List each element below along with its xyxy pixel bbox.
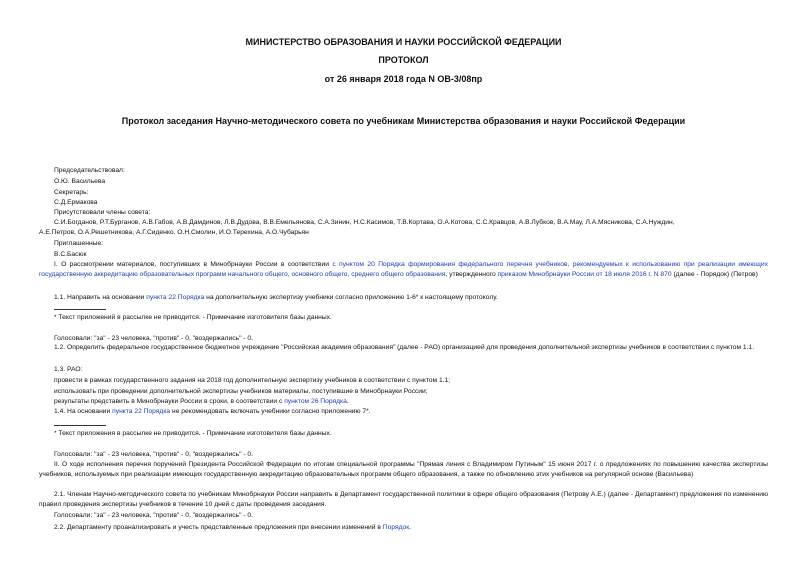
item-2-2 bbox=[54, 524, 411, 532]
item-1-2: 1.2. Определить федеральное государственное бюджетное учреждение "Российская академия образования" (далее - РАО) организацией для проведения дополнительной экспертизы учебников в соответствии с пунктом 1.1. bbox=[54, 344, 755, 351]
section-1-text: (далее - Порядок) (Петров) bbox=[671, 270, 758, 278]
footnote-divider bbox=[54, 309, 106, 310]
vote-result-3: Голосовали: "за" - 23 человека, "против" - 0, "воздержались" - 0. bbox=[54, 512, 253, 519]
footnote-1: * Текст приложений в рассылке не приводится. - Примечание изготовителя базы данных. bbox=[54, 314, 332, 321]
order-point-20-link[interactable]: с пунктом 20 Порядка формирования федерального перечня учебников, рекомендуемых к использованию при реализации имеющих государственную аккредитацию образовательных программ начального общего, основного общего, среднего общего образования bbox=[39, 261, 768, 278]
order-point-22-link[interactable]: пункта 22 Порядка bbox=[146, 294, 205, 301]
item-text: 2.2. Департаменту проанализировать и учесть представленные предложения при внесении изменений в bbox=[54, 524, 383, 531]
members-list-line-2: А.Е.Петров, О.А.Решетникова, А.Г.Сиденко, О.Н.Смолин, И.О.Терехина, А.О.Чубарьян bbox=[39, 229, 309, 236]
footnote-divider bbox=[54, 425, 106, 426]
order-point-26-link[interactable]: пунктом 26 Порядка bbox=[284, 398, 347, 405]
members-label: Присутствовали члены совета: bbox=[54, 209, 151, 216]
item-1-4 bbox=[54, 408, 371, 416]
item-text: . bbox=[346, 398, 349, 405]
ministry-heading: МИНИСТЕРСТВО ОБРАЗОВАНИЯ И НАУКИ РОССИЙСКОЙ ФЕДЕРАЦИИ bbox=[245, 37, 562, 47]
item-1-1 bbox=[54, 294, 498, 302]
ministry-order-870-link[interactable]: приказом Минобрнауки России от 18 июля 2016 г. N 870 bbox=[497, 270, 672, 278]
item-text: результаты представить в Минобрнауки России в сроки, в соответствии с bbox=[54, 398, 285, 405]
secretary-name: С.Д.Ермакова bbox=[54, 199, 98, 206]
vote-result-2: Голосовали: "за" - 23 человека, "против" - 0, "воздержались" - 0. bbox=[54, 451, 253, 458]
order-link[interactable]: Порядок bbox=[382, 524, 410, 531]
order-point-22-link[interactable]: пункта 22 Порядка bbox=[112, 408, 171, 415]
footnote-2: * Текст приложения в рассылке не приводится. - Примечание изготовителя базы данных. bbox=[54, 430, 332, 437]
item-text: 1.4. На основании bbox=[54, 408, 113, 415]
item-1-3-line-1: провести в рамках государственного задания на 2018 год дополнительную экспертизу учебников в соответствии с пунктом 1.1; bbox=[54, 377, 451, 384]
item-text: не рекомендовать включать учебники согласно приложению 7*. bbox=[170, 408, 371, 415]
section-1-paragraph bbox=[39, 260, 768, 279]
document-type: ПРОТОКОЛ bbox=[378, 55, 429, 65]
item-1-3-line-3 bbox=[54, 398, 349, 406]
item-text: . bbox=[409, 524, 411, 531]
secretary-label: Секретарь: bbox=[54, 189, 89, 196]
chair-name: О.Ю. Васильева bbox=[54, 178, 106, 185]
document-date-number: от 26 января 2018 года N ОВ-3/08пр bbox=[324, 74, 483, 84]
item-text: 1.1. Направить на основании bbox=[54, 294, 147, 301]
section-1-text: , утвержденного bbox=[445, 270, 498, 278]
section-2-paragraph: II. О ходе исполнения перечня поручений Президента Российской Федерации по итогам специальной программы "Прямая линия с Владимиром Путиным" 15 июня 2017 г. о предложениях по повышению качества экспертизы учебников, используемых при реализации имеющих государственную аккредитацию образовательных программ общего образования, а также по обновлению этих учебников на регулярной основе (Васильева) bbox=[39, 461, 768, 478]
item-2-1: 2.1. Членам Научно-методического совета по учебникам Минобрнауки России направить в Департамент государственной политики в сфере общего образования (Петрову А.Е.) (далее - Департамент) предложения по изменению правил проведения экспертизы учебников в течение 10 дней с даты проведения заседания. bbox=[39, 491, 768, 508]
section-1-text: I. О рассмотрении материалов, поступивших в Минобрнауки России в соответствии bbox=[54, 261, 333, 268]
vote-result-1: Голосовали: "за" - 23 человека, "против" - 0, "воздержались" - 0. bbox=[54, 335, 253, 342]
item-text: на дополнительную экспертизу учебники согласно приложению 1-6* к настоящему протоколу. bbox=[204, 294, 498, 301]
item-1-3: 1.3. РАО: bbox=[54, 366, 83, 373]
invited-label: Приглашенные: bbox=[54, 240, 104, 247]
item-1-3-line-2: использовать при проведении дополнительной экспертизы учебников материалы, поступившие в Минобрнауки России; bbox=[54, 388, 428, 395]
invited-name: В.С.Басюк bbox=[54, 251, 87, 258]
document-title: Протокол заседания Научно-методического совета по учебникам Министерства образования и науки Российской Федерации bbox=[121, 116, 686, 126]
chair-label: Председательствовал: bbox=[54, 167, 125, 174]
members-list-line-1: С.И.Богданов, Р.Т.Бурганов, А.В.Габов, А.В.Дамдинов, Л.В.Дудова, В.В.Емельянова, С.А.Зинин, Н.С.Касимов, Т.В.Кортава, О.А.Котова, С.С.Кравцов, А.В.Лубков, В.А.Мау, Л.А.Мясникова, С.А.Нуждин, bbox=[54, 219, 675, 226]
